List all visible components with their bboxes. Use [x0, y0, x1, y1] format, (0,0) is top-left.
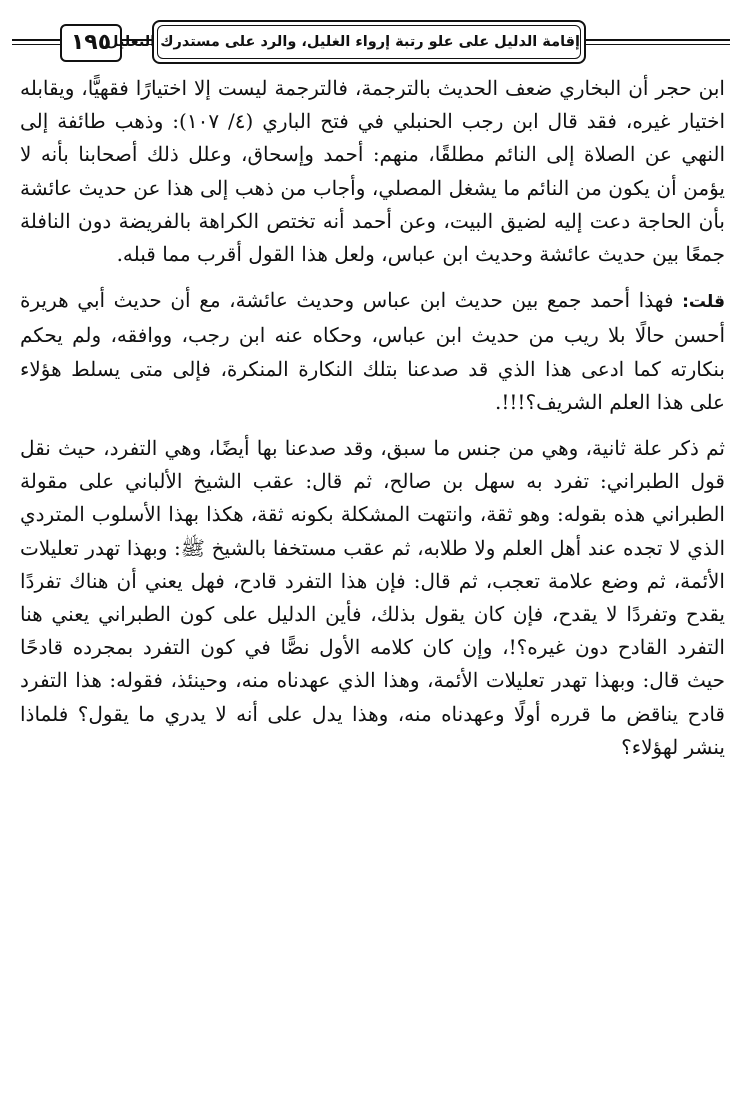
paragraph-1-text: ابن حجر أن البخاري ضعف الحديث بالترجمة، فالترجمة ليست إلا اختيارًا فقهيًّا، ويقابله اختيار غيره، فقد قال ابن رجب الحنبلي في فتح الباري (٤/ ١٠٧): وذهب طائفة إلى النهي عن الصلاة إلى النائم مطلقًا، منهم: أحمد وإسحاق، وعلل ذلك أصحابنا بأنه لا يؤمن أن يكون من النائم ما يشغل المصلي، وأجاب من ذهب إلى هذا عن حديث عائشة بأن الحاجة دعت إليه لضيق البيت، وعن أحمد أنه تختص الكراهة بالفريضة دون النافلة جمعًا بين حديث عائشة وحديث ابن عباس، ولعل هذا القول أقرب مما قبله.: [20, 76, 726, 267]
header-rule-right-inner: [584, 44, 730, 45]
page-number: ١٩٥: [60, 24, 122, 62]
header-rule-left: [12, 39, 60, 41]
running-title-frame: [105, 20, 586, 64]
header-rule-left-inner: [12, 44, 60, 45]
paragraph-3-text: ثم ذكر علة ثانية، وهي من جنس ما سبق، وقد صدعنا بها أيضًا، وهي التفرد، حيث نقل قول الطبراني: تفرد به سهل بن صالح، ثم قال: عقب الشيخ الألباني على مقولة الطبراني هذه بقوله: وهو ثقة، وانتهت المشكلة بكونه ثقة، هكذا بهذا الأسلوب المتردي الذي لا تجده عند أهل العلم ولا طلابه، ثم عقب مستخفا بالشيخ ﷺ: وبهذا تهدر تعليلات الأئمة، ثم وضع علامة تعجب، ثم قال: فإن هذا التفرد قادح، فهل يعني أن هناك تفردًا يقدح وتفردًا لا يقدح، فإن كان يقول بذلك، فأين الدليل على كون الطبراني يعني هنا التفرد القادح دون غيره؟!، وإن كان كلامه الأول نصًّا في كون التفرد بمجرده قادحًا حيث قال: وبهذا تهدر تعليلات الأئمة، وهذا الذي عهدناه منه، وحينئذ، فقوله: هذا التفرد قادح يناقض ما قرره أولًا وعهدناه منه، وهذا يدل على أنه لا يدري ما يقول؟ فلماذا ينشر لهؤلاء؟: [20, 436, 725, 759]
paragraph-2-text: فهذا أحمد جمع بين حديث ابن عباس وحديث عائشة، مع أن حديث أبي هريرة أحسن حالًا بلا ريب من حديث ابن عباس، وحكاه عنه ابن رجب، ووافقه، ولم يحكم بنكارته كما ادعى هذا الذي قد صدعنا بتلك النكارة المنكرة، فإلى متى يسلط هؤلاء على هذا العلم الشريف؟!!!.: [20, 288, 725, 414]
header-rule-right: [584, 39, 730, 41]
paragraph-2-lead: قلت:: [682, 292, 725, 313]
running-title: إقامة الدليل على علو رتبة إرواء الغليل، والرد على مستدرك التعليل: [157, 25, 581, 59]
paragraph-1: [20, 72, 725, 271]
page-header: [12, 18, 730, 68]
paragraph-3: [20, 432, 725, 764]
body-text: [20, 72, 725, 764]
paragraph-2: [20, 284, 725, 419]
